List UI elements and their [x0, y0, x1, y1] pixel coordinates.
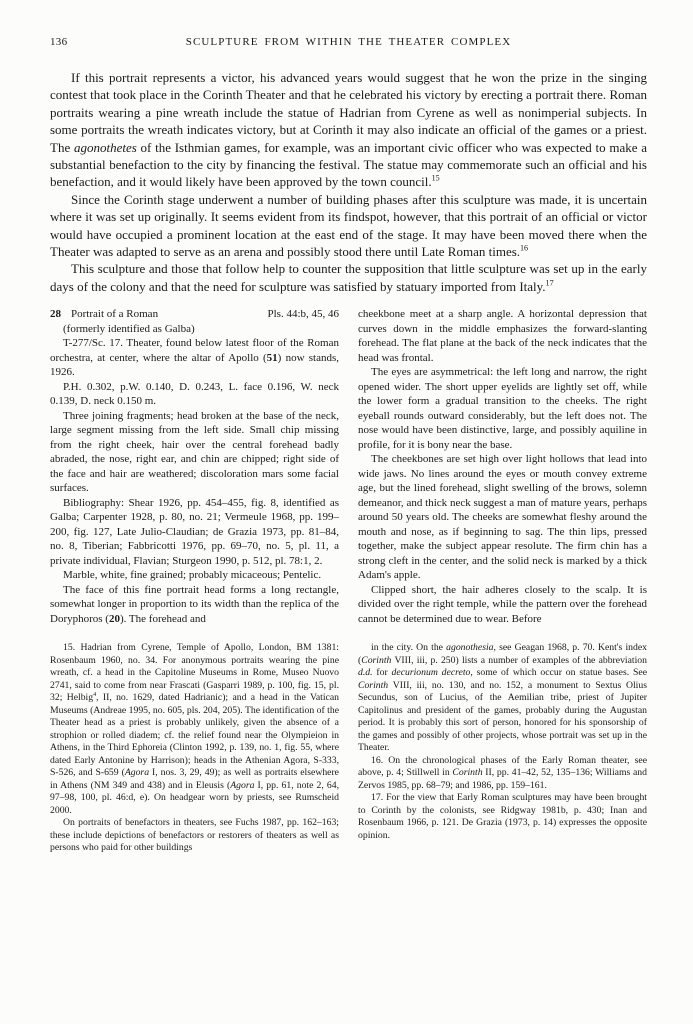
footnotes — [50, 642, 647, 855]
main-text — [50, 69, 647, 295]
entry-paragraph-eyes: The eyes are asymmetrical: the left long and narrow, the right opened wider. The short upper eyelids are lightly set off, while the lower form a gradual transition to the cheeks. The right eyeball rounds outward considerably, but the left does not. The nose would have been distinctive, large, and possibly aquiline in profile, for it is bony near the base. — [358, 366, 647, 451]
footnote-16: 16. On the chronological phases of the Early Roman theater, see above, p. 4; Stillwell in Corinth II, pp. 41–42, 52, 135–136; Williams and Zervos 1985, pp. 68–79; and 1986, pp. 159–161. — [358, 754, 647, 791]
entry-paragraph-continuation: cheekbone meet at a sharp angle. A horizontal depression that curves down in the middle emphasizes the forward-slanting forehead. The flat plane at the back of the neck indicates that the head was frontal. — [358, 308, 647, 364]
entry-title: Portrait of a Roman — [71, 308, 159, 321]
main-paragraph: This sculpture and those that follow help to counter the supposition that little sculpture was set up in the early days of the colony and that the need for sculpture was satisfied by statuary imported from Italy.$^{17}$ — [50, 261, 647, 294]
main-paragraph: If this portrait represents a victor, his advanced years would suggest that he won the prize in the singing contest that took place in the Corinth Theater and that he celebrated his victory by erecting a portrait there. Roman portraits wearing a pine wreath include the statue of Hadrian from Cyrene as well as nonimperial subjects. In some portraits the wreath indicates victory, but at Corinth it may also indicate an official of the games or a priest. The agonothetes of the Isthmian games, for example, was an important civic officer who was expected to make a substantial benefaction to the city by financing the festival. The statue may commemorate such an official and his benefaction, and it would likely have been approved by the town council.$^{15}$ — [50, 70, 647, 190]
entry-subtitle: (formerly identified as Galba) — [63, 322, 195, 335]
catalog-left-column — [50, 307, 339, 626]
entry-paragraph-measurements: P.H. 0.302, p.W. 0.140, D. 0.243, L. face 0.196, W. neck 0.139, D. neck 0.150 m. — [50, 380, 339, 408]
main-paragraph: Since the Corinth stage underwent a number of building phases after this sculpture was made, it is uncertain where it was set up originally. It seems evident from its findspot, however, that this portrait of an official or victor would have occupied a prominent location at the east end of the stage. It may have been moved there when the Theater was adapted to serve as an arena and possibly stood there until Late Roman times.$^{16}$ — [50, 191, 647, 260]
footnote-17: 17. For the view that Early Roman sculptures may have been brought to Corinth by the colonists, see Ridgway 1981b, p. 430; Inan and Rosenbaum 1966, p. 121. De Grazia (1973, p. 14) expresses the opposite opinion. — [358, 792, 647, 841]
entry-paragraph-description: The face of this fine portrait head forms a long rectangle, somewhat longer in proportion to its width than the replica of the Doryphoros (20). The forehead and — [50, 583, 339, 625]
entry-paragraph-bibliography: Bibliography: Shear 1926, pp. 454–455, fig. 8, identified as Galba; Carpenter 1928, p. 80, no. 21; Vermeule 1968, pp. 199–200, fig. 127, Late Julio-Claudian; de Grazia 1973, pp. 81–84, no. 8, Tiberian; Fabbricotti 1976, pp. 69–70, no. 5, pl. 11, a private individual, Flavian; Sturgeon 1990, p. 512, pl. 78:1, 2. — [50, 496, 339, 567]
entry-paragraph-material: Marble, white, fine grained; probably micaceous; Pentelic. — [63, 569, 322, 582]
entry-paragraph-cheekbones: The cheekbones are set high over light hollows that lead into wide jaws. No lines around the eyes or mouth convey extreme age, but the lined forehead, slight swelling of the brows, solemn demeanor, and thick neck suggest a man of mature years, perhaps around 50 years old. The cheeks are somewhat fleshy around the mouth and nose, as if beginning to sag. The thin lips, pressed together, make the subject appear resolute. The firm chin has a strong cleft in the center, and the solid neck is marked by a thick Adam's apple. — [358, 453, 647, 582]
page-header — [50, 36, 647, 50]
footnote-15-continuation: in the city. On the agonothesia, see Geagan 1968, p. 70. Kent's index (Corinth VIII, iii, p. 250) lists a number of examples of the abbreviation d.d. for decurionum decreto, some of which occur on statue bases. See Corinth VIII, iii, no. 130, and no. 152, a monument to Sextus Olius Secundus, son of Lucius, of the Aemilian tribe, priest of Jupiter Capitolinus and president of the games, probably during the Augustan period. It is probably this sort of person, honored for his sponsorship of the games and possibly of other projects, whose portrait was set up in the Theater. — [358, 642, 648, 754]
entry-paragraph-findspot: T-277/Sc. 17. Theater, found below latest floor of the Roman orchestra, at center, where the altar of Apollo (51) now stands, 1926. — [50, 337, 339, 379]
footnotes-right-column — [358, 642, 647, 855]
footnote-15: 15. Hadrian from Cyrene, Temple of Apollo, London, BM 1381: Rosenbaum 1960, no. 34. For anonymous portraits wearing the pine wreath, cf. a head in the Capitoline Museums in Rome, Museo Nuovo 2741, said to come from near Frascati (Gasparri 1989, p. 100, fig. 15, pl. 32; Helbig$^4$, II, no. 1629, dated Hadrianic); and a head in the Vatican Museums (Andreae 1995, no. 605, pls. 204, 205). The identification of the Theater head as a priest is probably unlikely, given the absence of a strophion or rolled diadem; cf. the relief found near the Olympieion in Athens, in the Third Ephoreia (Clinton 1992, p. 139, no. 1, fig. 55, where dated Early Antonine by Harrison); heads in the Athenian Agora, S-333, S-526, and S-659 (Agora I, nos. 3, 29, 49); as well as portraits elsewhere in Athens (NM 349 and 438) and in Eleusis (Agora I, pp. 61, note 2, 64, 97–98, 100, pl. 46:d, e). On headgear worn by priests, see Rumscheid 2000. — [50, 642, 339, 816]
catalog-entry — [50, 307, 647, 626]
page-number: 136 — [50, 36, 68, 48]
entry-number: 28 — [50, 308, 61, 321]
running-title: SCULPTURE FROM WITHIN THE THEATER COMPLEX — [185, 36, 512, 48]
footnote-15-continued: On portraits of benefactors in theaters, see Fuchs 1987, pp. 162–163; these include depictions of benefactors or restorers of theaters as well as persons who paid for other buildings — [50, 817, 339, 854]
entry-paragraph-hair: Clipped short, the hair adheres closely to the scalp. It is divided over the right temple, while the pattern over the forehead cannot be determined due to wear. Before — [358, 583, 647, 625]
entry-paragraph-condition: Three joining fragments; head broken at the base of the neck, large segment missing from the left side. Small chip missing from the right cheek, hair over the central forehead badly abraded, the nose, right ear, and chin are chipped; right side of the face and hair are weathered; discoloration mars some facial surfaces. — [50, 409, 339, 495]
catalog-entry-heading — [50, 307, 339, 322]
entry-plates: Pls. 44:b, 45, 46 — [267, 308, 339, 321]
catalog-right-column — [358, 307, 647, 626]
footnotes-left-column — [50, 642, 339, 855]
